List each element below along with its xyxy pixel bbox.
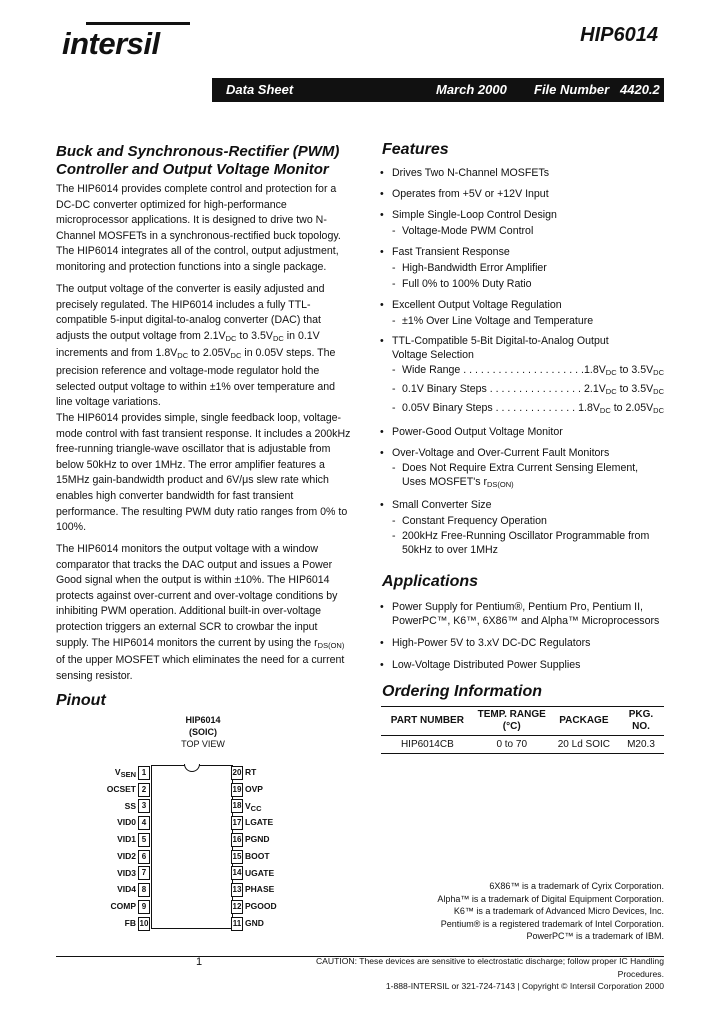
doc-type: Data Sheet — [226, 82, 294, 97]
desc-p4-text: of the upper MOSFET which eliminates the need for a current sensing resistor. — [56, 654, 345, 682]
feature-item: • Simple Single-Loop Control Design — [380, 207, 670, 223]
desc-paragraph-1: The HIP6014 provides complete control and protection for a DC-DC converter optimized for high-performance microprocessor applications. It is designed to drive two N-Channel MOSFETs in a synchronous-rectified buck topology. The HIP6014 integrates all of the control, output adjustment, monitoring and protection functions into a single package. — [56, 183, 341, 273]
pin-label: $V_{CC}$ — [245, 800, 262, 813]
contact-text: 1-888-INTERSIL or 321-724-7143 | Copyright © Intersil Corporation 2000 — [385, 981, 664, 991]
feature-subitem-binary01 — [380, 381, 664, 400]
pin-number: 13 — [231, 883, 243, 897]
pin-label: LGATE — [245, 817, 274, 828]
pin-label: PGND — [245, 834, 270, 844]
feature-subitem: - Constant Frequency Operation — [380, 513, 670, 529]
trademark-line: 6X86™ is a trademark of Cyrix Corporation. — [489, 881, 664, 891]
pin-16 — [231, 831, 270, 847]
file-number-value: 4420.2 — [620, 82, 660, 97]
package-type: (SOIC) — [189, 727, 217, 737]
table-row — [381, 736, 664, 754]
pin-label: OCSET — [106, 783, 136, 794]
cell-temp: 0 to 70 — [474, 736, 550, 754]
desc-paragraph-2 — [56, 282, 352, 411]
pinout-heading: Pinout — [56, 692, 106, 709]
pin-7 — [117, 865, 150, 881]
binary01-value: $2.1V_{DC}$ to $3.5V_{DC}$ — [584, 383, 664, 396]
dc-sub: DC — [272, 333, 284, 343]
feature-subitem: - Does Not Require Extra Current Sensing Element, Uses MOSFET's $r_{DS(ON)}$ — [380, 461, 647, 492]
footer-caution — [274, 955, 664, 993]
pin-number: 8 — [138, 883, 150, 897]
desc-p2-text: in 0.05V steps. The precision reference and voltage-mode regulator hold the selected output voltage to within ±1% over temperature and line voltage variations. — [56, 347, 336, 409]
pin-18 — [231, 798, 262, 814]
pin-label: PGOOD — [245, 901, 277, 911]
doc-title: Buck and Synchronous-Rectifier (PWM) Controller and Output Voltage Monitor — [56, 143, 340, 178]
ds-on-sub: DS(ON) — [317, 640, 345, 650]
ic-package-body — [151, 765, 233, 929]
trademark-line: PowerPC™ is a trademark of IBM. — [526, 931, 664, 941]
part-number: HIP6014 — [580, 24, 658, 46]
feature-item: • Small Converter Size — [380, 497, 670, 513]
applications-list — [380, 600, 680, 680]
desc-paragraph-3: The HIP6014 provides simple, single feedback loop, voltage-mode control with fast transient response. It includes a 200kHz free-running triangle-wave oscillator that is adjustable from below 50kHz to over 1MHz. The error amplifier features a 15MHz gain-bandwidth product and 6V/μs slew rate which enables high converter bandwidth for fast transient performance. The resulting PWM duty ratio ranges from 0% to 100%. — [56, 412, 351, 534]
desc-p2-text: to 3.5V — [236, 329, 273, 342]
pin-label: SS — [124, 800, 136, 811]
application-item: • Power Supply for Pentium®, Pentium Pro, Pentium II, PowerPC™, K6™, 6X86™ and Alpha™ Microprocessors — [380, 600, 664, 628]
features-list — [380, 165, 670, 557]
pin-5 — [117, 831, 150, 847]
binary01-label: - 0.1V Binary Steps . . . — [402, 381, 584, 400]
pin-number: 2 — [138, 783, 150, 797]
feature-subitem: - Voltage-Mode PWM Control — [380, 223, 670, 239]
feature-item: • Over-Voltage and Over-Current Fault Monitors — [380, 445, 670, 461]
pin-label: PHASE — [245, 884, 275, 895]
binary005-label: - 0.05V Binary Steps . . . — [402, 400, 578, 419]
pin-label: OVP — [245, 783, 263, 794]
logo-bar — [86, 22, 190, 25]
pin-label: UGATE — [245, 867, 275, 878]
ordering-header-row — [381, 707, 664, 736]
pin-label: VID1 — [117, 834, 136, 844]
ordering-heading: Ordering Information — [382, 683, 542, 700]
page-number: 1 — [196, 956, 203, 968]
cell-pkgno: M20.3 — [618, 736, 664, 754]
top-view-label: TOP VIEW — [181, 739, 225, 749]
trademarks — [437, 880, 664, 943]
col-part-number: PART NUMBER — [381, 707, 474, 736]
pin-number: 19 — [231, 783, 243, 797]
pin-number: 15 — [231, 850, 243, 864]
pin-number: 7 — [138, 866, 150, 880]
pin-1 — [115, 764, 150, 780]
intersil-logo: intersil — [62, 26, 160, 61]
pin-20 — [231, 764, 256, 780]
desc-p4-text: The HIP6014 monitors the output voltage with a window comparator that tracks the DAC output and issues a Power Good signal when the output is within ±10%. The HIP6014 protects against over-current and over-voltage conditions by inhibiting PWM operation. Additional built-in over-voltage protection triggers an external SCR to crowbar the input supply. The HIP6014 monitors the current by using the r — [56, 543, 338, 649]
dc-sub: DC — [225, 333, 237, 343]
application-item: • Low-Voltage Distributed Power Supplies — [380, 658, 680, 672]
pin-number: 20 — [231, 766, 243, 780]
pin-label: GND — [245, 917, 264, 928]
trademark-line: K6™ is a trademark of Advanced Micro Devices, Inc. — [453, 906, 664, 916]
wide-value: $1.8V_{DC}$ to $3.5V_{DC}$ — [584, 364, 664, 377]
pin-number: 10 — [138, 917, 150, 931]
wide-label: - Wide Range . . . — [402, 362, 584, 381]
cell-package: 20 Ld SOIC — [550, 736, 618, 754]
feature-item: • Power-Good Output Voltage Monitor — [380, 424, 670, 440]
ordering-table-wrap — [381, 706, 664, 754]
pin-11 — [231, 915, 264, 931]
pin-label: VID0 — [117, 817, 136, 828]
pin-number: 5 — [138, 833, 150, 847]
package-label — [160, 714, 246, 750]
ordering-table — [381, 706, 664, 754]
binary005-value: $1.8V_{DC}$ to $2.05V_{DC}$ — [578, 402, 664, 415]
feature-subitem: - High-Bandwidth Error Amplifier — [380, 260, 670, 276]
pin-number: 18 — [231, 799, 243, 813]
feature-subitem: - Full 0% to 100% Duty Ratio — [380, 276, 670, 292]
feature-item: • Drives Two N-Channel MOSFETs — [380, 165, 670, 181]
feature-item: • TTL-Compatible 5-Bit Digital-to-Analog Output Voltage Selection — [380, 334, 632, 362]
trademark-line: Alpha™ is a trademark of Digital Equipment Corporation. — [437, 893, 664, 904]
pin-label: COMP — [110, 901, 136, 911]
pin-12 — [231, 898, 277, 914]
pin-number: 14 — [231, 866, 243, 880]
feature-subitem-wide — [380, 362, 664, 381]
dc-sub: DC — [230, 351, 242, 361]
applications-heading: Applications — [382, 573, 479, 590]
desc-paragraph-4 — [56, 542, 352, 684]
pin-6 — [117, 848, 150, 864]
doc-date: March 2000 — [436, 82, 507, 97]
col-package: PACKAGE — [550, 707, 618, 736]
col-pkg-no: PKG. NO. — [618, 707, 664, 736]
pin-number: 16 — [231, 833, 243, 847]
pin-9 — [111, 898, 151, 914]
pin-2 — [107, 781, 150, 797]
pin-3 — [125, 798, 150, 814]
pin-label: RT — [245, 767, 257, 777]
feature-item: • Excellent Output Voltage Regulation — [380, 297, 670, 313]
pin-13 — [231, 881, 274, 897]
desc-p2-text: to 2.05V — [188, 347, 231, 360]
pin-number: 6 — [138, 850, 150, 864]
application-item: • High-Power 5V to 3.xV DC-DC Regulators — [380, 636, 680, 650]
pin-label: VID3 — [117, 867, 136, 878]
feature-subitem: - ±1% Over Line Voltage and Temperature — [380, 313, 670, 329]
pin-14 — [231, 865, 274, 881]
cell-part: HIP6014CB — [381, 736, 474, 754]
pin-number: 12 — [231, 900, 243, 914]
pin-label: VID4 — [117, 884, 136, 895]
pin-15 — [231, 848, 270, 864]
pin-label: VID2 — [117, 850, 136, 861]
col-temp-range: TEMP. RANGE (°C) — [474, 707, 550, 736]
pin-number: 4 — [138, 816, 150, 830]
pin-number: 17 — [231, 816, 243, 830]
pin-19 — [231, 781, 263, 797]
desc-p2-text: in 0.1V increments and from 1.8V — [56, 329, 320, 360]
pin-17 — [231, 814, 273, 830]
pin-label: FB — [124, 917, 136, 928]
pin-10 — [125, 915, 150, 931]
pin-8 — [117, 881, 150, 897]
features-heading: Features — [382, 141, 449, 158]
file-number-label: File Number — [534, 82, 610, 97]
pin-number: 9 — [138, 900, 150, 914]
pin-number: 3 — [138, 799, 150, 813]
pin-number: 11 — [231, 917, 243, 931]
desc-p2-text: The output voltage of the converter is easily adjusted and precisely regulated. The HIP6014 includes a fully TTL-compatible 5-input digital-to-analog converter (DAC) that adjusts the output voltage from 2.1V — [56, 283, 325, 342]
feature-item: • Fast Transient Response — [380, 244, 670, 260]
feature-subitem-binary005 — [380, 400, 664, 419]
pin-label: $V_{SEN}$ — [114, 767, 136, 779]
pin-4 — [117, 814, 150, 830]
feature-subitem: - 200kHz Free-Running Oscillator Programmable from 50kHz to over 1MHz — [380, 529, 652, 557]
trademark-line: Pentium® is a registered trademark of Intel Corporation. — [440, 918, 664, 929]
dc-sub: DC — [177, 351, 189, 361]
pin-number: 1 — [138, 766, 150, 780]
pin-label: BOOT — [245, 850, 270, 861]
feature-item: • Operates from +5V or +12V Input — [380, 186, 670, 202]
package-name: HIP6014 — [185, 715, 221, 725]
header-band — [212, 78, 664, 102]
caution-text: CAUTION: These devices are sensitive to electrostatic discharge; follow proper IC Handling Procedures. — [315, 956, 664, 979]
